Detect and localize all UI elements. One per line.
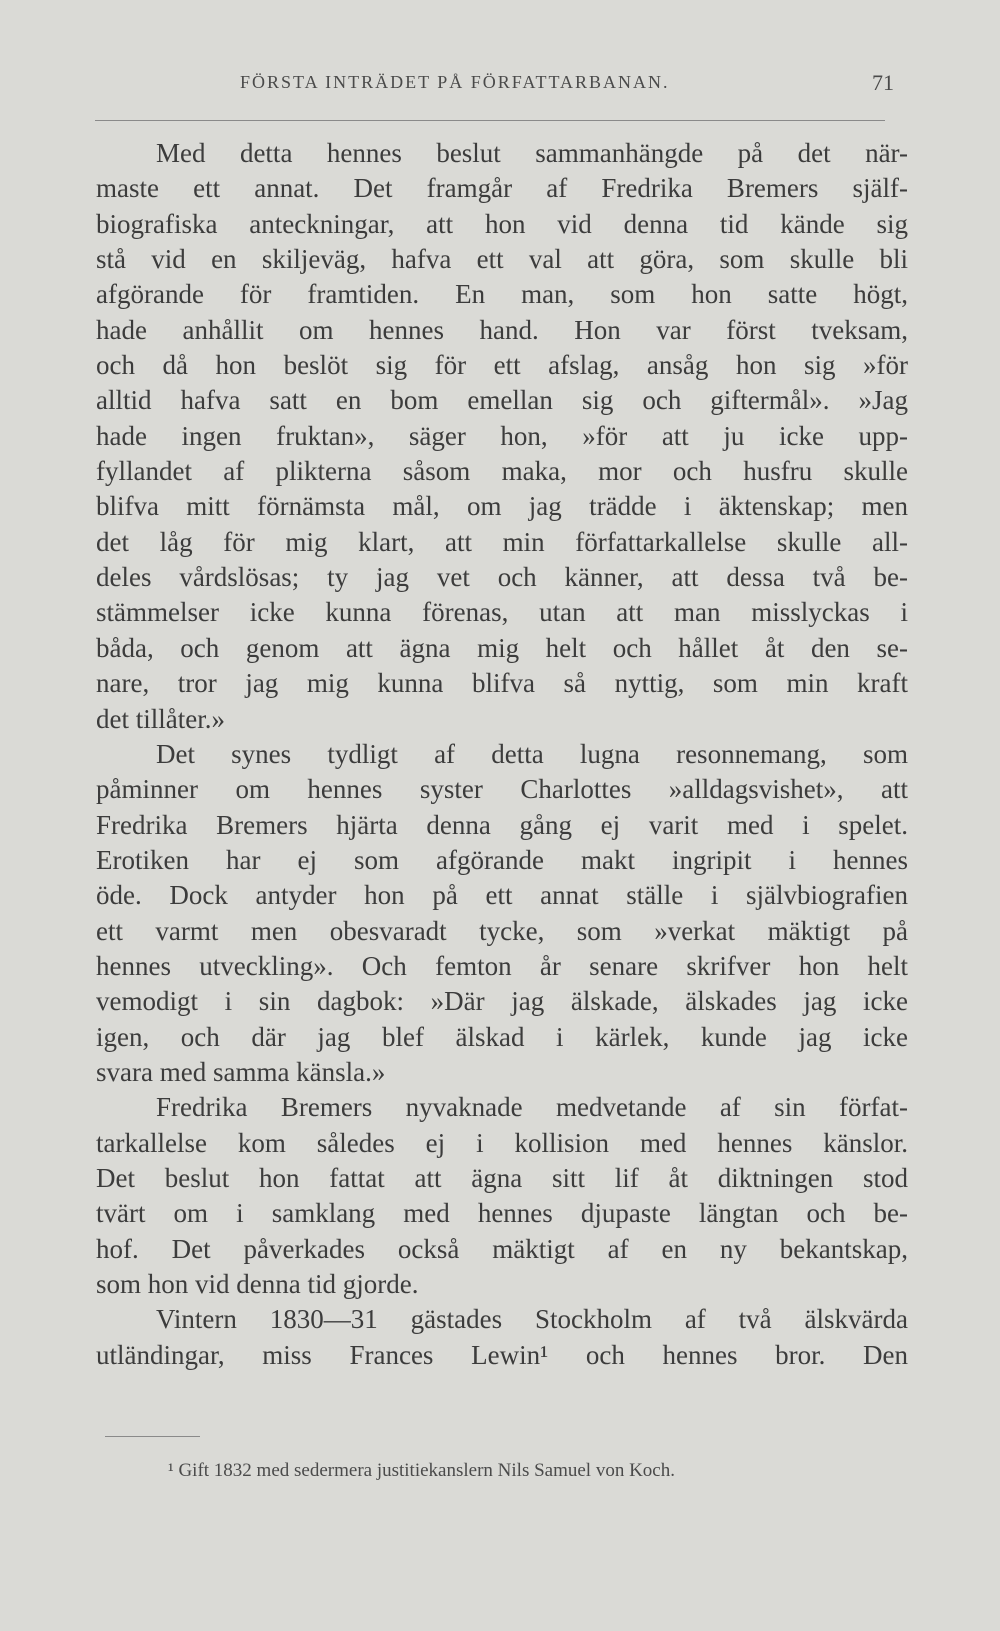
text-line: Fredrika Bremers hjärta denna gång ej varit med i spelet. <box>96 809 908 840</box>
body-text <box>96 136 916 1373</box>
text-line: deles vårdslösas; ty jag vet och känner, att dessa två be- <box>96 562 908 593</box>
text-line: Fredrika Bremers nyvaknade medvetande af sin förfat- <box>156 1092 908 1123</box>
text-line: båda, och genom att ägna mig helt och hållet åt den se- <box>96 632 908 663</box>
text-line: afgörande för framtiden. En man, som hon satte högt, <box>96 279 908 310</box>
text-line: hof. Det påverkades också mäktigt af en ny bekantskap, <box>96 1233 908 1264</box>
footnote: ¹ Gift 1832 med sedermera justitiekanslern Nils Samuel von Koch. <box>168 1460 675 1481</box>
text-line: Det beslut hon fattat att ägna sitt lif åt diktningen stod <box>96 1162 908 1193</box>
text-line: ett varmt men obesvaradt tycke, som »verkat mäktigt på <box>96 915 908 946</box>
text-line: påminner om hennes syster Charlottes »alldagsvishet», att <box>96 774 908 805</box>
text-line: det tillåter.» <box>96 703 225 734</box>
page-number: 71 <box>872 70 894 95</box>
text-line: maste ett annat. Det framgår af Fredrika Bremers själf- <box>96 173 908 204</box>
header-rule <box>95 120 885 121</box>
text-line: biografiska anteckningar, att hon vid denna tid kände sig <box>96 208 908 239</box>
footnote-rule <box>105 1436 200 1437</box>
text-line: och då hon beslöt sig för ett afslag, ansåg hon sig »för <box>96 350 908 381</box>
text-line: fyllandet af plikterna såsom maka, mor och husfru skulle <box>96 456 908 487</box>
text-line: stå vid en skiljeväg, hafva ett val att göra, som skulle bli <box>96 244 908 275</box>
text-line: svara med samma känsla.» <box>96 1056 386 1087</box>
text-line: Erotiken har ej som afgörande makt ingripit i hennes <box>96 844 908 875</box>
text-line: hennes utveckling». Och femton år senare skrifver hon helt <box>96 950 908 981</box>
text-line: utländingar, miss Frances Lewin¹ och hennes bror. Den <box>96 1339 908 1370</box>
text-line: Det synes tydligt af detta lugna resonnemang, som <box>156 738 908 769</box>
running-head: FÖRSTA INTRÄDET PÅ FÖRFATTARBANAN. <box>240 72 670 92</box>
text-line: nare, tror jag mig kunna blifva så nyttig, som min kraft <box>96 668 908 699</box>
text-line: stämmelser icke kunna förenas, utan att man misslyckas i <box>96 597 908 628</box>
text-line: tarkallelse kom således ej i kollision med hennes känslor. <box>96 1127 908 1158</box>
text-line: Med detta hennes beslut sammanhängde på det när- <box>156 138 908 168</box>
text-line: igen, och där jag blef älskad i kärlek, kunde jag icke <box>96 1021 908 1052</box>
text-line: som hon vid denna tid gjorde. <box>96 1269 419 1299</box>
text-line: det låg för mig klart, att min författarkallelse skulle all- <box>96 526 908 557</box>
text-line: hade ingen fruktan», säger hon, »för att ju icke upp- <box>96 420 908 451</box>
text-line: Vintern 1830—31 gästades Stockholm af två älskvärda <box>156 1304 908 1335</box>
text-line: vemodigt i sin dagbok: »Där jag älskade, älskades jag icke <box>96 986 908 1017</box>
text-line: tvärt om i samklang med hennes djupaste längtan och be- <box>96 1198 908 1229</box>
text-line: hade anhållit om hennes hand. Hon var först tveksam, <box>96 314 908 345</box>
text-line: alltid hafva satt en bom emellan sig och giftermål». »Jag <box>96 385 908 416</box>
text-line: blifva mitt förnämsta mål, om jag trädde i äktenskap; men <box>96 491 908 522</box>
text-line: öde. Dock antyder hon på ett annat ställe i självbiografien <box>96 880 908 911</box>
